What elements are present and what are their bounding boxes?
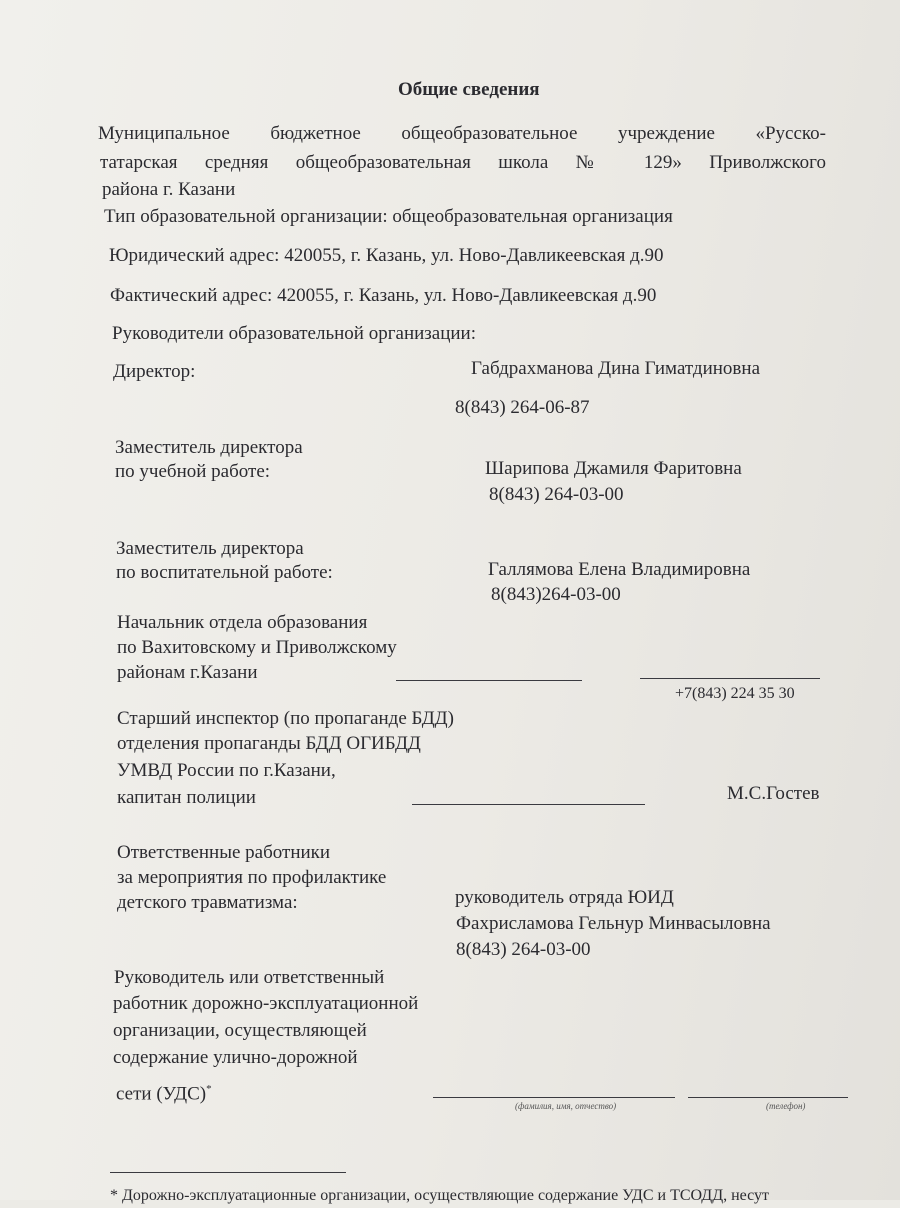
deputy-education-name: Галлямова Елена Владимировна [488, 559, 751, 580]
deputy-education-role-line-2: по воспитательной работе: [116, 562, 333, 583]
education-head-role-line-2: по Вахитовскому и Приволжскому [117, 637, 397, 658]
leaders-heading: Руководители образовательной организации: [112, 323, 477, 344]
road-org-phone-caption: (телефон) [766, 1101, 806, 1111]
deputy-education-phone: 8(843)264-03-00 [491, 584, 621, 605]
road-org-role-line-1: Руководитель или ответственный [114, 967, 385, 988]
director-role: Директор: [113, 361, 196, 382]
deputy-education-role-line-1: Заместитель директора [116, 538, 304, 559]
road-org-role-line-3: организации, осуществляющей [113, 1020, 367, 1041]
page-title: Общие сведения [398, 79, 540, 100]
inspector-role-line-4: капитан полиции [117, 787, 256, 808]
education-head-phone-line [640, 678, 820, 679]
responsible-position: руководитель отряда ЮИД [455, 887, 674, 908]
footnote-separator [110, 1172, 346, 1173]
org-name-line-3: района г. Казани [102, 179, 236, 200]
org-name-line-2: татарская средняя общеобразовательная школа № 129» Приволжского [100, 152, 826, 173]
director-phone: 8(843) 264-06-87 [455, 397, 590, 418]
deputy-study-role-line-1: Заместитель директора [115, 437, 303, 458]
road-org-name-line [433, 1097, 675, 1098]
road-org-role-text: сети (УДС) [116, 1083, 207, 1105]
inspector-signature-line [412, 804, 645, 805]
education-head-role-line-3: районам г.Казани [117, 662, 258, 683]
responsible-role-line-3: детского травматизма: [117, 892, 298, 913]
education-head-phone: +7(843) 224 35 30 [675, 685, 795, 702]
inspector-role-line-3: УМВД России по г.Казани, [117, 760, 336, 781]
road-org-role-line-2: работник дорожно-эксплуатационной [113, 993, 419, 1014]
actual-address: Фактический адрес: 420055, г. Казань, ул. Ново-Давликеевская д.90 [110, 285, 657, 306]
education-head-role-line-1: Начальник отдела образования [117, 612, 368, 633]
road-org-phone-line [688, 1097, 848, 1098]
road-org-footnote-mark: * [206, 1083, 212, 1095]
org-name-line-1: Муниципальное бюджетное общеобразовательное учреждение «Русско- [98, 123, 826, 144]
road-org-role-line-5 [116, 1077, 212, 1106]
legal-address: Юридический адрес: 420055, г. Казань, ул. Ново-Давликеевская д.90 [109, 245, 664, 266]
footnote-text: * Дорожно-эксплуатационные организации, осуществляющие содержание УДС и ТСОДД, несут [110, 1187, 770, 1204]
responsible-role-line-1: Ответственные работники [117, 842, 331, 863]
road-org-name-caption: (фамилия, имя, отчество) [515, 1101, 617, 1111]
responsible-phone: 8(843) 264-03-00 [456, 939, 591, 960]
deputy-study-role-line-2: по учебной работе: [115, 461, 271, 482]
org-type: Тип образовательной организации: общеобразовательная организация [104, 206, 673, 227]
education-head-name-line [396, 680, 582, 681]
inspector-role-line-2: отделения пропаганды БДД ОГИБДД [117, 733, 421, 754]
responsible-role-line-2: за мероприятия по профилактике [117, 867, 387, 888]
deputy-study-name: Шарипова Джамиля Фаритовна [485, 458, 742, 479]
responsible-name: Фахрисламова Гельнур Минвасыловна [456, 913, 771, 934]
road-org-role-line-4: содержание улично-дорожной [113, 1047, 358, 1068]
director-name: Габдрахманова Дина Гиматдиновна [471, 358, 761, 379]
inspector-name: М.С.Гостев [727, 783, 820, 804]
inspector-role-line-1: Старший инспектор (по пропаганде БДД) [117, 708, 454, 729]
deputy-study-phone: 8(843) 264-03-00 [489, 484, 624, 505]
